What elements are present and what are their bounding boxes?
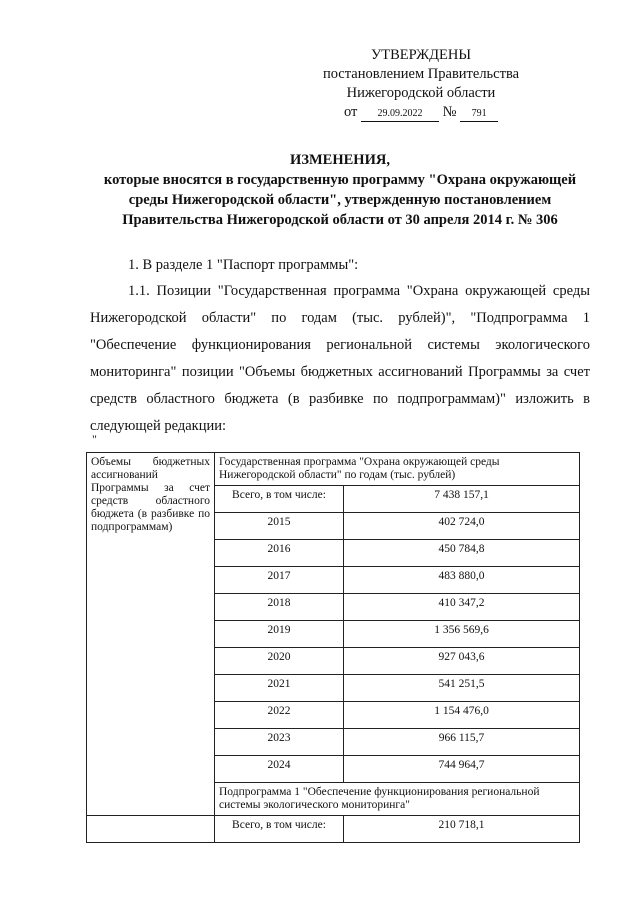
sub-total-value-cell: 210 718,1 <box>344 816 580 843</box>
sub-total-label-cell: Всего, в том числе: <box>215 816 344 843</box>
program-header-cell: Государственная программа "Охрана окружающей среды Нижегородской области" по годам (тыс. рублей) <box>215 453 580 486</box>
table-row <box>87 816 580 843</box>
total-value-cell: 7 438 157,1 <box>344 486 580 513</box>
left-label-cell: Объемы бюджетных ассигнований Программы за счет средств областного бюджета (в разбивке по подпрограммам) <box>87 453 215 816</box>
year-cell: 2020 <box>215 648 344 675</box>
value-cell: 483 880,0 <box>344 567 580 594</box>
subprogram-header-cell: Подпрограмма 1 "Обеспечение функционирования региональной системы экологического мониторинга" <box>215 783 580 816</box>
total-label-cell: Всего, в том числе: <box>215 486 344 513</box>
paragraph-1: 1. В разделе 1 "Паспорт программы": <box>128 257 359 273</box>
approval-date: 29.09.2022 <box>361 107 439 122</box>
paragraph-1-1: 1.1. Позиции "Государственная программа "Охрана окружающей среды Нижегородской области" по годам (тыс. рублей)", "Подпрограмма 1 "Обеспечение функционирования региональной системы экологического мониторинга" позиции "Объемы бюджетных ассигнований Программы за счет средств областного бюджета (в разбивке по подпрограммам)" изложить в следующей редакции: <box>90 283 590 434</box>
year-cell: 2015 <box>215 513 344 540</box>
year-cell: 2018 <box>215 594 344 621</box>
value-cell: 541 251,5 <box>344 675 580 702</box>
budget-table <box>86 452 580 843</box>
year-cell: 2019 <box>215 621 344 648</box>
value-cell: 1 356 569,6 <box>344 621 580 648</box>
value-cell: 927 043,6 <box>344 648 580 675</box>
opening-quote: " <box>92 432 97 446</box>
year-cell: 2023 <box>215 729 344 756</box>
approval-issuer-line: постановлением Правительства <box>322 66 520 82</box>
number-label: № <box>442 104 457 120</box>
approval-date-row <box>296 103 546 122</box>
value-cell: 744 964,7 <box>344 756 580 783</box>
title-heading: ИЗМЕНЕНИЯ, <box>290 152 390 168</box>
left-empty-cell <box>87 816 215 843</box>
value-cell: 1 154 476,0 <box>344 702 580 729</box>
year-cell: 2016 <box>215 540 344 567</box>
value-cell: 410 347,2 <box>344 594 580 621</box>
year-cell: 2021 <box>215 675 344 702</box>
year-cell: 2024 <box>215 756 344 783</box>
approval-number: 791 <box>460 107 498 122</box>
value-cell: 402 724,0 <box>344 513 580 540</box>
value-cell: 450 784,8 <box>344 540 580 567</box>
document-title <box>90 150 590 230</box>
table-row <box>87 453 580 486</box>
title-subtitle: которые вносятся в государственную программу "Охрана окружающей среды Нижегородской области", утвержденную постановлением Правительства Нижегородской области от 30 апреля 2014 г. № 306 <box>103 172 577 228</box>
year-cell: 2022 <box>215 702 344 729</box>
approval-block <box>296 46 546 122</box>
value-cell: 966 115,7 <box>344 729 580 756</box>
approval-title: УТВЕРЖДЕНЫ <box>370 47 472 63</box>
approval-region-line: Нижегородской области <box>346 85 496 101</box>
from-label: от <box>343 104 358 120</box>
year-cell: 2017 <box>215 567 344 594</box>
